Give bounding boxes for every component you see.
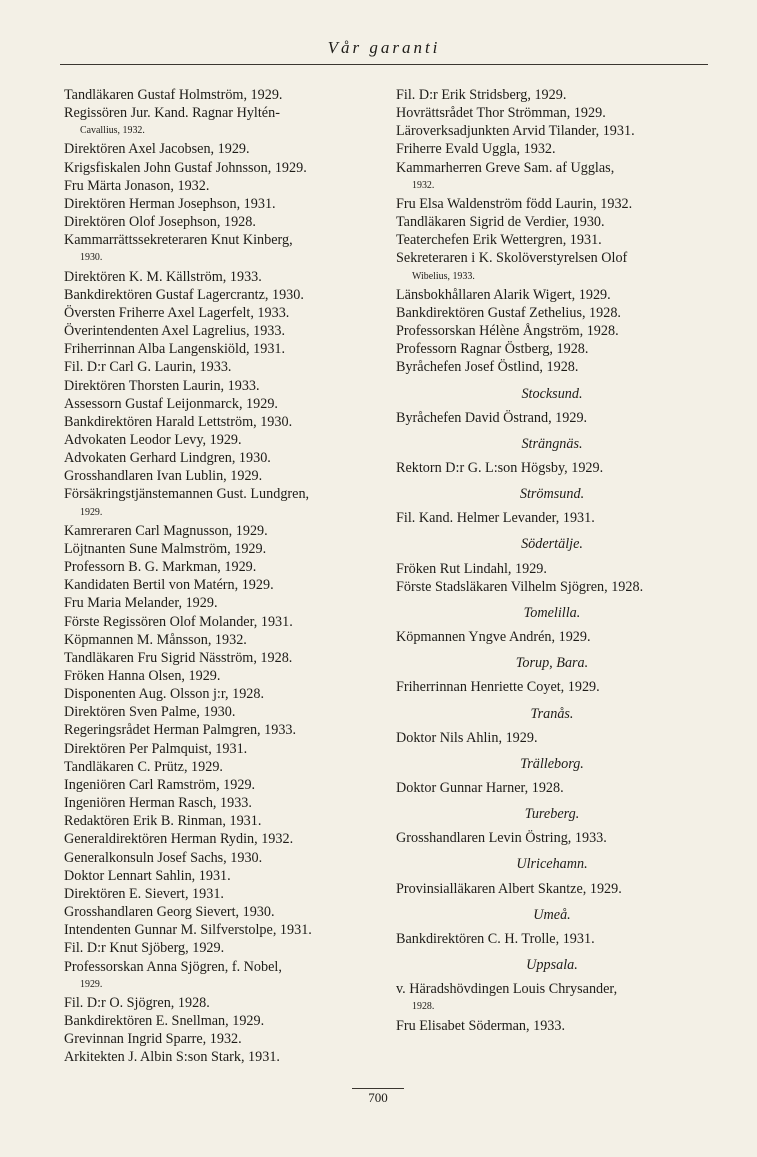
entry: Kamreraren Carl Magnusson, 1929. (64, 522, 268, 539)
entry: Krigsfiskalen John Gustaf Johnsson, 1929. (64, 159, 307, 176)
entry: 1929. (80, 978, 103, 990)
entry: Direktören K. M. Källström, 1933. (64, 268, 262, 285)
entry: Direktören Thorsten Laurin, 1933. (64, 377, 260, 394)
entry: Grosshandlaren Ivan Lublin, 1929. (64, 468, 263, 485)
entry: Direktören Herman Josephson, 1931. (64, 195, 276, 212)
entry: Grevinnan Ingrid Sparre, 1932. (64, 1031, 242, 1048)
place-heading: Uppsala. (526, 957, 578, 974)
entry: 1930. (80, 252, 103, 264)
entry: Bankdirektören C. H. Trolle, 1931. (396, 930, 595, 947)
entry: Doktor Gunnar Harner, 1928. (396, 780, 564, 796)
entry: Professorskan Hélène Ångström, 1928. (396, 323, 619, 340)
entry: Wibelius, 1933. (412, 270, 475, 282)
entry: Doktor Nils Ahlin, 1929. (396, 729, 538, 746)
entry: Fil. D:r O. Sjögren, 1928. (64, 994, 210, 1011)
entry: Fru Elsa Waldenström född Laurin, 1932. (396, 195, 633, 212)
entry: Byråchefen Josef Östlind, 1928. (396, 359, 579, 376)
entry: Direktören Olof Josephson, 1928. (64, 214, 256, 231)
entry: Bankdirektören Gustaf Lagercrantz, 1930. (64, 286, 304, 303)
entry: Regissören Jur. Kand. Ragnar Hyltén- (64, 105, 280, 122)
entry: Direktören Axel Jacobsen, 1929. (64, 141, 250, 158)
entry: Friherre Evald Uggla, 1932. (396, 141, 556, 158)
page-number: 700 (352, 1088, 404, 1106)
entry: Köpmannen Yngve Andrén, 1929. (396, 629, 591, 646)
entry: Friherrinnan Alba Langenskiöld, 1931. (64, 341, 286, 358)
entry: Läroverksadjunkten Arvid Tilander, 1931. (396, 123, 635, 140)
entry: Köpmannen M. Månsson, 1932. (64, 631, 247, 648)
place-heading: Torup, Bara. (515, 655, 589, 672)
entry: Arkitekten J. Albin S:son Stark, 1931. (64, 1049, 280, 1066)
entry: Professorn Ragnar Östberg, 1928. (396, 341, 589, 358)
entry: Direktören Sven Palme, 1930. (64, 704, 236, 721)
header-rule (60, 64, 708, 65)
entry: Kammarrättssekreteraren Knut Kinberg, (64, 232, 293, 249)
entry: Fil. D:r Carl G. Laurin, 1933. (64, 359, 232, 376)
entry: Provinsialläkaren Albert Skantze, 1929. (396, 880, 622, 897)
entry: Ingeniören Carl Ramström, 1929. (64, 776, 256, 793)
entry: Generaldirektören Herman Rydin, 1932. (64, 831, 294, 848)
entry: Fil. D:r Erik Stridsberg, 1929. (396, 87, 567, 103)
place-heading: Strängnäs. (521, 435, 583, 452)
entry: Tandläkaren Sigrid de Verdier, 1930. (396, 214, 605, 231)
entry: Sekreteraren i K. Skolöverstyrelsen Olof (396, 250, 628, 267)
entry: Fröken Hanna Olsen, 1929. (64, 668, 221, 684)
entry: Förste Regissören Olof Molander, 1931. (64, 613, 293, 630)
entry: Professorn B. G. Markman, 1929. (64, 559, 257, 576)
entry: Bankdirektören Gustaf Zethelius, 1928. (396, 304, 621, 321)
entry: Doktor Lennart Sahlin, 1931. (64, 867, 231, 884)
entry: Fil. Kand. Helmer Levander, 1931. (396, 510, 595, 527)
entry: Rektorn D:r G. L:son Högsby, 1929. (396, 459, 604, 476)
entry: Redaktören Erik B. Rinman, 1931. (64, 813, 262, 830)
place-heading: Umeå. (533, 906, 571, 923)
entry: Direktören E. Sievert, 1931. (64, 885, 224, 902)
entry: Kammarherren Greve Sam. af Ugglas, (396, 159, 615, 176)
entry: Advokaten Gerhard Lindgren, 1930. (64, 450, 271, 467)
entry: Fröken Rut Lindahl, 1929. (396, 560, 547, 577)
entry: Teaterchefen Erik Wettergren, 1931. (396, 232, 602, 249)
entry: Cavallius, 1932. (80, 125, 145, 137)
place-heading: Tomelilla. (523, 604, 581, 621)
entry: Disponenten Aug. Olsson j:r, 1928. (64, 686, 265, 703)
entry: Löjtnanten Sune Malmström, 1929. (64, 540, 267, 557)
entry: Generalkonsuln Josef Sachs, 1930. (64, 849, 263, 866)
entry: Fru Märta Jonason, 1932. (64, 177, 210, 194)
entry: Professorskan Anna Sjögren, f. Nobel, (64, 958, 282, 975)
place-heading: Strömsund. (519, 486, 585, 503)
entry: Fru Maria Melander, 1929. (64, 595, 218, 612)
entry: Assessorn Gustaf Leijonmarck, 1929. (64, 395, 278, 412)
entry: Friherrinnan Henriette Coyet, 1929. (396, 679, 600, 696)
entry: Kandidaten Bertil von Matérn, 1929. (64, 577, 274, 594)
place-heading: Ulricehamn. (516, 856, 588, 873)
entry: Fru Elisabet Söderman, 1933. (396, 1017, 566, 1034)
entry: Grosshandlaren Levin Östring, 1933. (396, 830, 607, 847)
entry: Grosshandlaren Georg Sievert, 1930. (64, 904, 275, 921)
place-heading: Tureberg. (524, 806, 580, 823)
place-heading: Södertälje. (521, 536, 583, 553)
entry: Överintendenten Axel Lagrelius, 1933. (64, 323, 286, 340)
entry: Ingeniören Herman Rasch, 1933. (64, 795, 252, 812)
entry: Bankdirektören Harald Lettström, 1930. (64, 413, 293, 430)
entry: 1929. (80, 506, 103, 518)
place-heading: Trälleborg. (520, 755, 584, 772)
entry: Direktören Per Palmquist, 1931. (64, 740, 248, 757)
entry: 1932. (412, 179, 435, 191)
place-heading: Tranås. (530, 705, 574, 722)
entry: Hovrättsrådet Thor Strömman, 1929. (396, 105, 606, 122)
entry: Försäkringstjänstemannen Gust. Lundgren, (64, 486, 310, 503)
entry: Länsbokhållaren Alarik Wigert, 1929. (396, 286, 611, 303)
entry: Fil. D:r Knut Sjöberg, 1929. (64, 940, 225, 957)
entry: Tandläkaren Gustaf Holmström, 1929. (64, 87, 283, 103)
entry: Översten Friherre Axel Lagerfelt, 1933. (64, 304, 290, 321)
entry: Advokaten Leodor Levy, 1929. (64, 431, 242, 448)
entry: 1928. (412, 1001, 435, 1013)
left-column (64, 86, 364, 1066)
entry: Byråchefen David Östrand, 1929. (396, 409, 588, 426)
entry: Tandläkaren Fru Sigrid Näsström, 1928. (64, 649, 293, 666)
running-head: Vår garanti (327, 38, 441, 57)
entry: Regeringsrådet Herman Palmgren, 1933. (64, 722, 297, 739)
entry: Förste Stadsläkaren Vilhelm Sjögren, 1928. (396, 578, 644, 595)
entry: Intendenten Gunnar M. Silfverstolpe, 1931. (64, 922, 312, 939)
right-column (396, 86, 708, 1035)
entry: v. Häradshövdingen Louis Chrysander, (396, 981, 618, 998)
entry: Tandläkaren C. Prütz, 1929. (64, 758, 223, 775)
place-heading: Stocksund. (521, 385, 583, 402)
entry: Bankdirektören E. Snellman, 1929. (64, 1012, 265, 1029)
